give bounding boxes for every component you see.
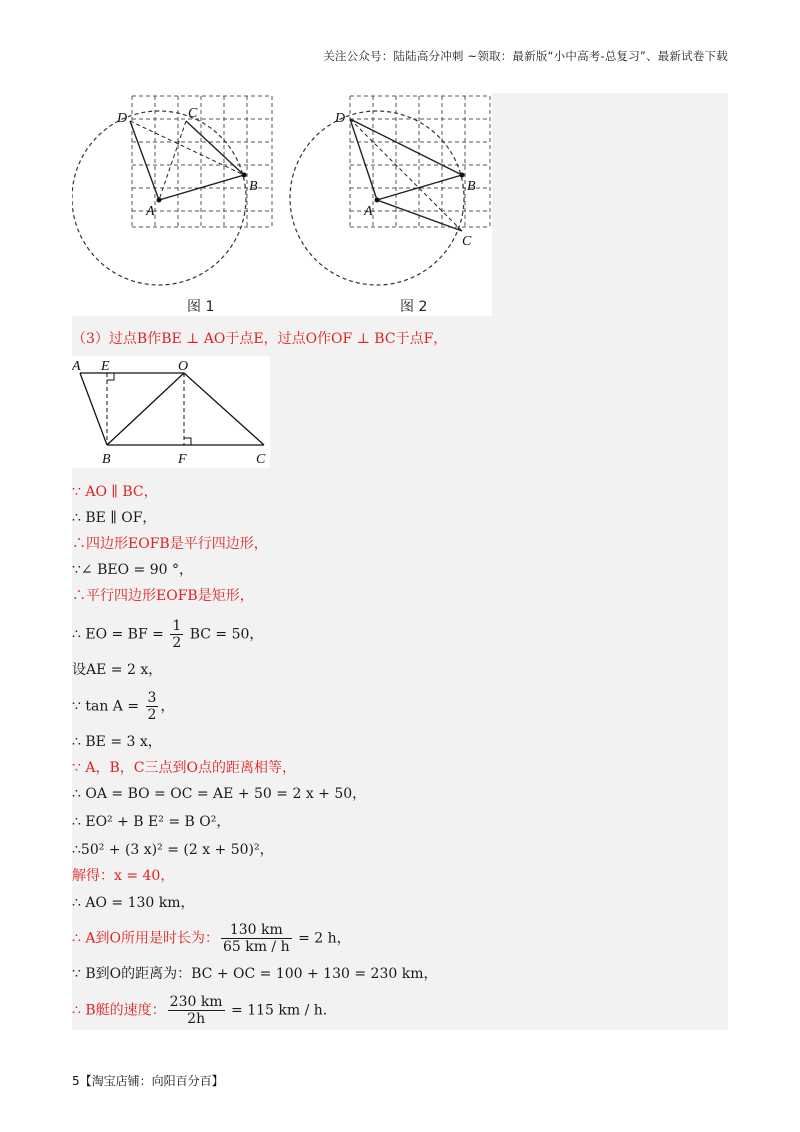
page-footer: 5【淘宝店铺：向阳百分百】 — [72, 1074, 224, 1088]
solution-line-8 — [72, 690, 174, 723]
fig2-label-d: D — [335, 111, 346, 126]
l18-denominator: 2h — [187, 1011, 206, 1027]
l6-pre: ∴ EO = BF = — [72, 626, 169, 643]
l16-post: = 2 h， — [293, 930, 351, 947]
solution-line-6 — [72, 618, 263, 651]
solution-line-11: ∴ OA = BO = OC = AE + 50 = 2 x + 50， — [72, 786, 367, 802]
solution-line-2: ∴ BE ∥ OF， — [72, 510, 157, 526]
l16-denominator: 65 km / h — [222, 939, 290, 955]
fig1-label-d: D — [117, 111, 128, 126]
solution-line-9: ∴ BE = 3 x， — [72, 734, 162, 750]
fig3-label-b: B — [102, 452, 111, 467]
fig2-caption: 图 2 — [400, 299, 428, 315]
solution-line-17: ∵ B到O的距离为：BC + OC = 100 + 130 = 230 km， — [72, 966, 438, 982]
fig1-caption: 图 1 — [187, 299, 215, 315]
solution-line-16 — [72, 922, 351, 955]
l18-fraction — [168, 994, 225, 1027]
l16-fraction — [221, 922, 292, 955]
solution-line-13: ∴50² + (3 x)² = (2 x + 50)²， — [72, 842, 274, 858]
solution-line-7: 设AE = 2 x， — [72, 662, 163, 678]
l8-denominator: 2 — [147, 707, 157, 723]
l18-numerator: 230 km — [169, 994, 223, 1010]
solution-line-14: 解得：x = 40， — [72, 868, 175, 884]
fig2-label-c: C — [462, 234, 472, 249]
fig3-label-e: E — [101, 359, 110, 374]
fig1-label-b: B — [249, 179, 258, 194]
l8-post: ， — [160, 698, 175, 715]
page-header: 关注公众号：陆陆高分冲刺 ~领取：最新版“小中高考-总复习”、最新试卷下载 — [323, 49, 728, 63]
fig3-label-c: C — [256, 452, 266, 467]
solution-line-1: ∵ AO ∥ BC， — [72, 484, 158, 500]
l6-fraction — [170, 618, 183, 651]
l8-fraction — [146, 690, 159, 723]
l6-numerator: 1 — [172, 618, 182, 634]
l16-numerator: 130 km — [221, 922, 292, 939]
solution-line-15: ∴ AO = 130 km， — [72, 895, 195, 911]
solution-line-12: ∴ EO² + B E² = B O²， — [72, 814, 231, 830]
l8-pre: ∵ tan A = — [72, 698, 144, 715]
solution-line-3: ∴四边形EOFB是平行四边形， — [72, 536, 268, 552]
figures-svg — [72, 93, 492, 316]
fig3-label-f: F — [178, 452, 187, 467]
solution-line-18 — [72, 994, 327, 1027]
fig1-triangle — [130, 121, 247, 203]
l18-pre: ∴ B艇的速度： — [72, 1002, 166, 1019]
figures-1-2 — [72, 93, 492, 316]
solution-line-5: ∴平行四边形EOFB是矩形， — [72, 588, 254, 604]
l18-post: = 115 km / h. — [226, 1002, 328, 1019]
fig3-label-a: A — [72, 359, 81, 374]
step3-intro: （3）过点B作BE ⊥ AO于点E，过点O作OF ⊥ BC于点F， — [72, 331, 448, 347]
l6-post: BC = 50， — [185, 626, 264, 643]
l8-numerator: 3 — [147, 690, 157, 706]
l16-pre: ∴ A到O所用是时长为： — [72, 930, 219, 947]
fig3-svg — [72, 356, 270, 468]
fig2-label-a: A — [364, 204, 373, 219]
fig1-label-a: A — [146, 204, 155, 219]
l6-denominator: 2 — [172, 635, 182, 651]
fig2-label-b: B — [467, 179, 476, 194]
solution-line-10: ∵ A，B，C三点到O点的距离相等， — [72, 760, 296, 776]
fig1-label-c: C — [188, 106, 198, 121]
fig3-label-o: O — [178, 359, 189, 374]
solution-line-4: ∵∠ BEO = 90 °， — [72, 562, 193, 578]
figure-3 — [72, 356, 270, 468]
